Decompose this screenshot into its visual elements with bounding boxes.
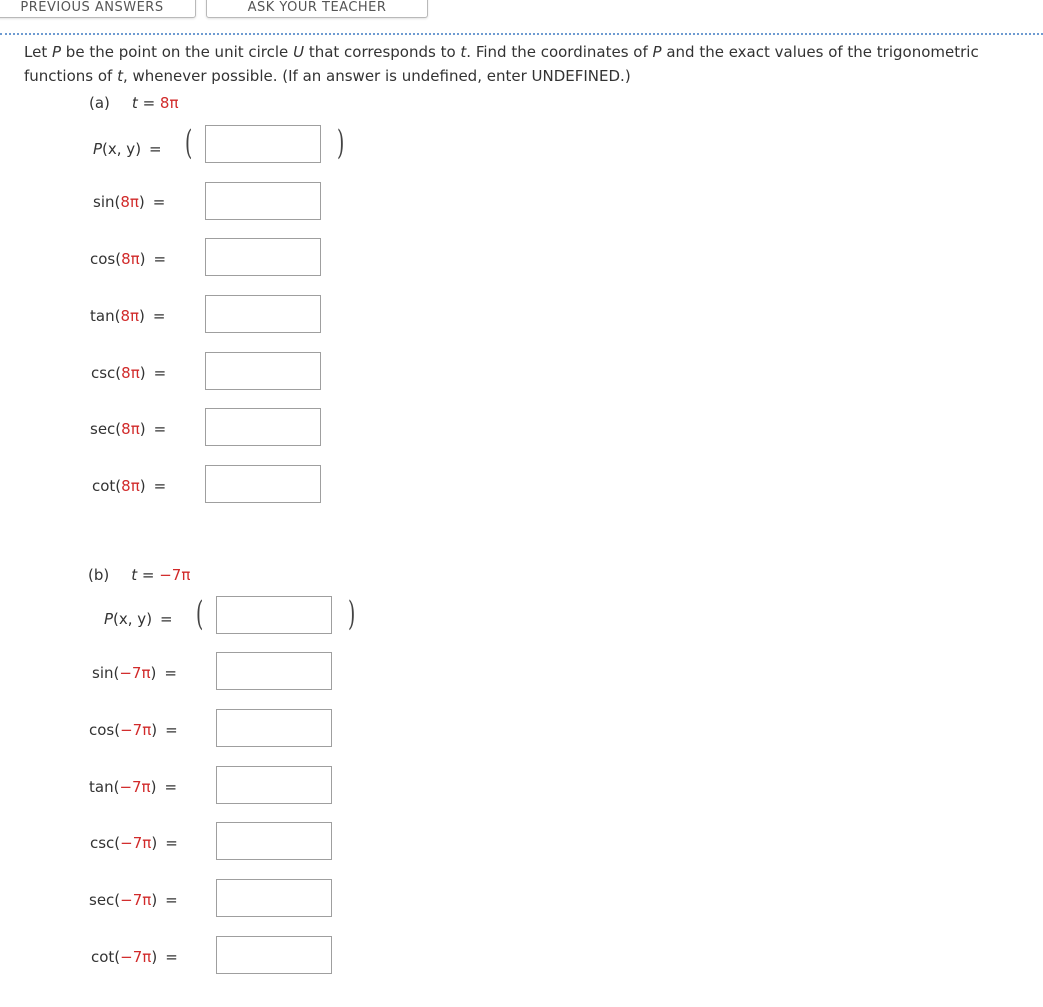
close-paren: ) [347,594,356,634]
part-b-sin-label: sin(−7π) = [92,664,177,682]
ask-your-teacher-button[interactable]: ASK YOUR TEACHER [206,0,428,18]
previous-answers-button[interactable]: PREVIOUS ANSWERS [0,0,196,18]
part-a-sin-label: sin(8π) = [93,193,166,211]
part-b-cot-label: cot(−7π) = [91,948,178,966]
dotted-divider [0,33,1043,35]
part-a-sec-label: sec(8π) = [90,420,167,438]
open-paren: ( [184,123,193,163]
part-b-point-label: P(x, y) = [104,610,173,628]
part-a-cot-label: cot(8π) = [92,477,167,495]
part-a-cos-input[interactable] [205,238,321,276]
part-b-point-input[interactable] [216,596,332,634]
part-a-tan-input[interactable] [205,295,321,333]
part-b-sin-input[interactable] [216,652,332,690]
part-a-label: (a) t = 8π [89,94,179,112]
part-a-point-label: P(x, y) = [93,140,162,158]
question-text: Let P be the point on the unit circle U that corresponds to t. Find the coordinates of P and the exact values of the trigonometric functions of t, whenever possible. (If an answer is undefined, enter UNDEFINED.) [24,43,979,85]
part-b-label: (b) t = −7π [88,566,191,584]
part-b-csc-input[interactable] [216,822,332,860]
part-a-csc-input[interactable] [205,352,321,390]
part-b-tan-input[interactable] [216,766,332,804]
part-b-cos-label: cos(−7π) = [89,721,178,739]
part-b-sec-label: sec(−7π) = [89,891,178,909]
part-a-tan-label: tan(8π) = [90,307,166,325]
part-b-tan-label: tan(−7π) = [89,778,178,796]
part-a-sec-input[interactable] [205,408,321,446]
part-a-cos-label: cos(8π) = [90,250,167,268]
part-b-cos-input[interactable] [216,709,332,747]
open-paren: ( [195,594,204,634]
part-b-sec-input[interactable] [216,879,332,917]
part-a-cot-input[interactable] [205,465,321,503]
part-b-csc-label: csc(−7π) = [90,834,178,852]
part-a-point-input[interactable] [205,125,321,163]
part-b-cot-input[interactable] [216,936,332,974]
part-a-sin-input[interactable] [205,182,321,220]
part-a-csc-label: csc(8π) = [91,364,167,382]
close-paren: ) [336,123,345,163]
